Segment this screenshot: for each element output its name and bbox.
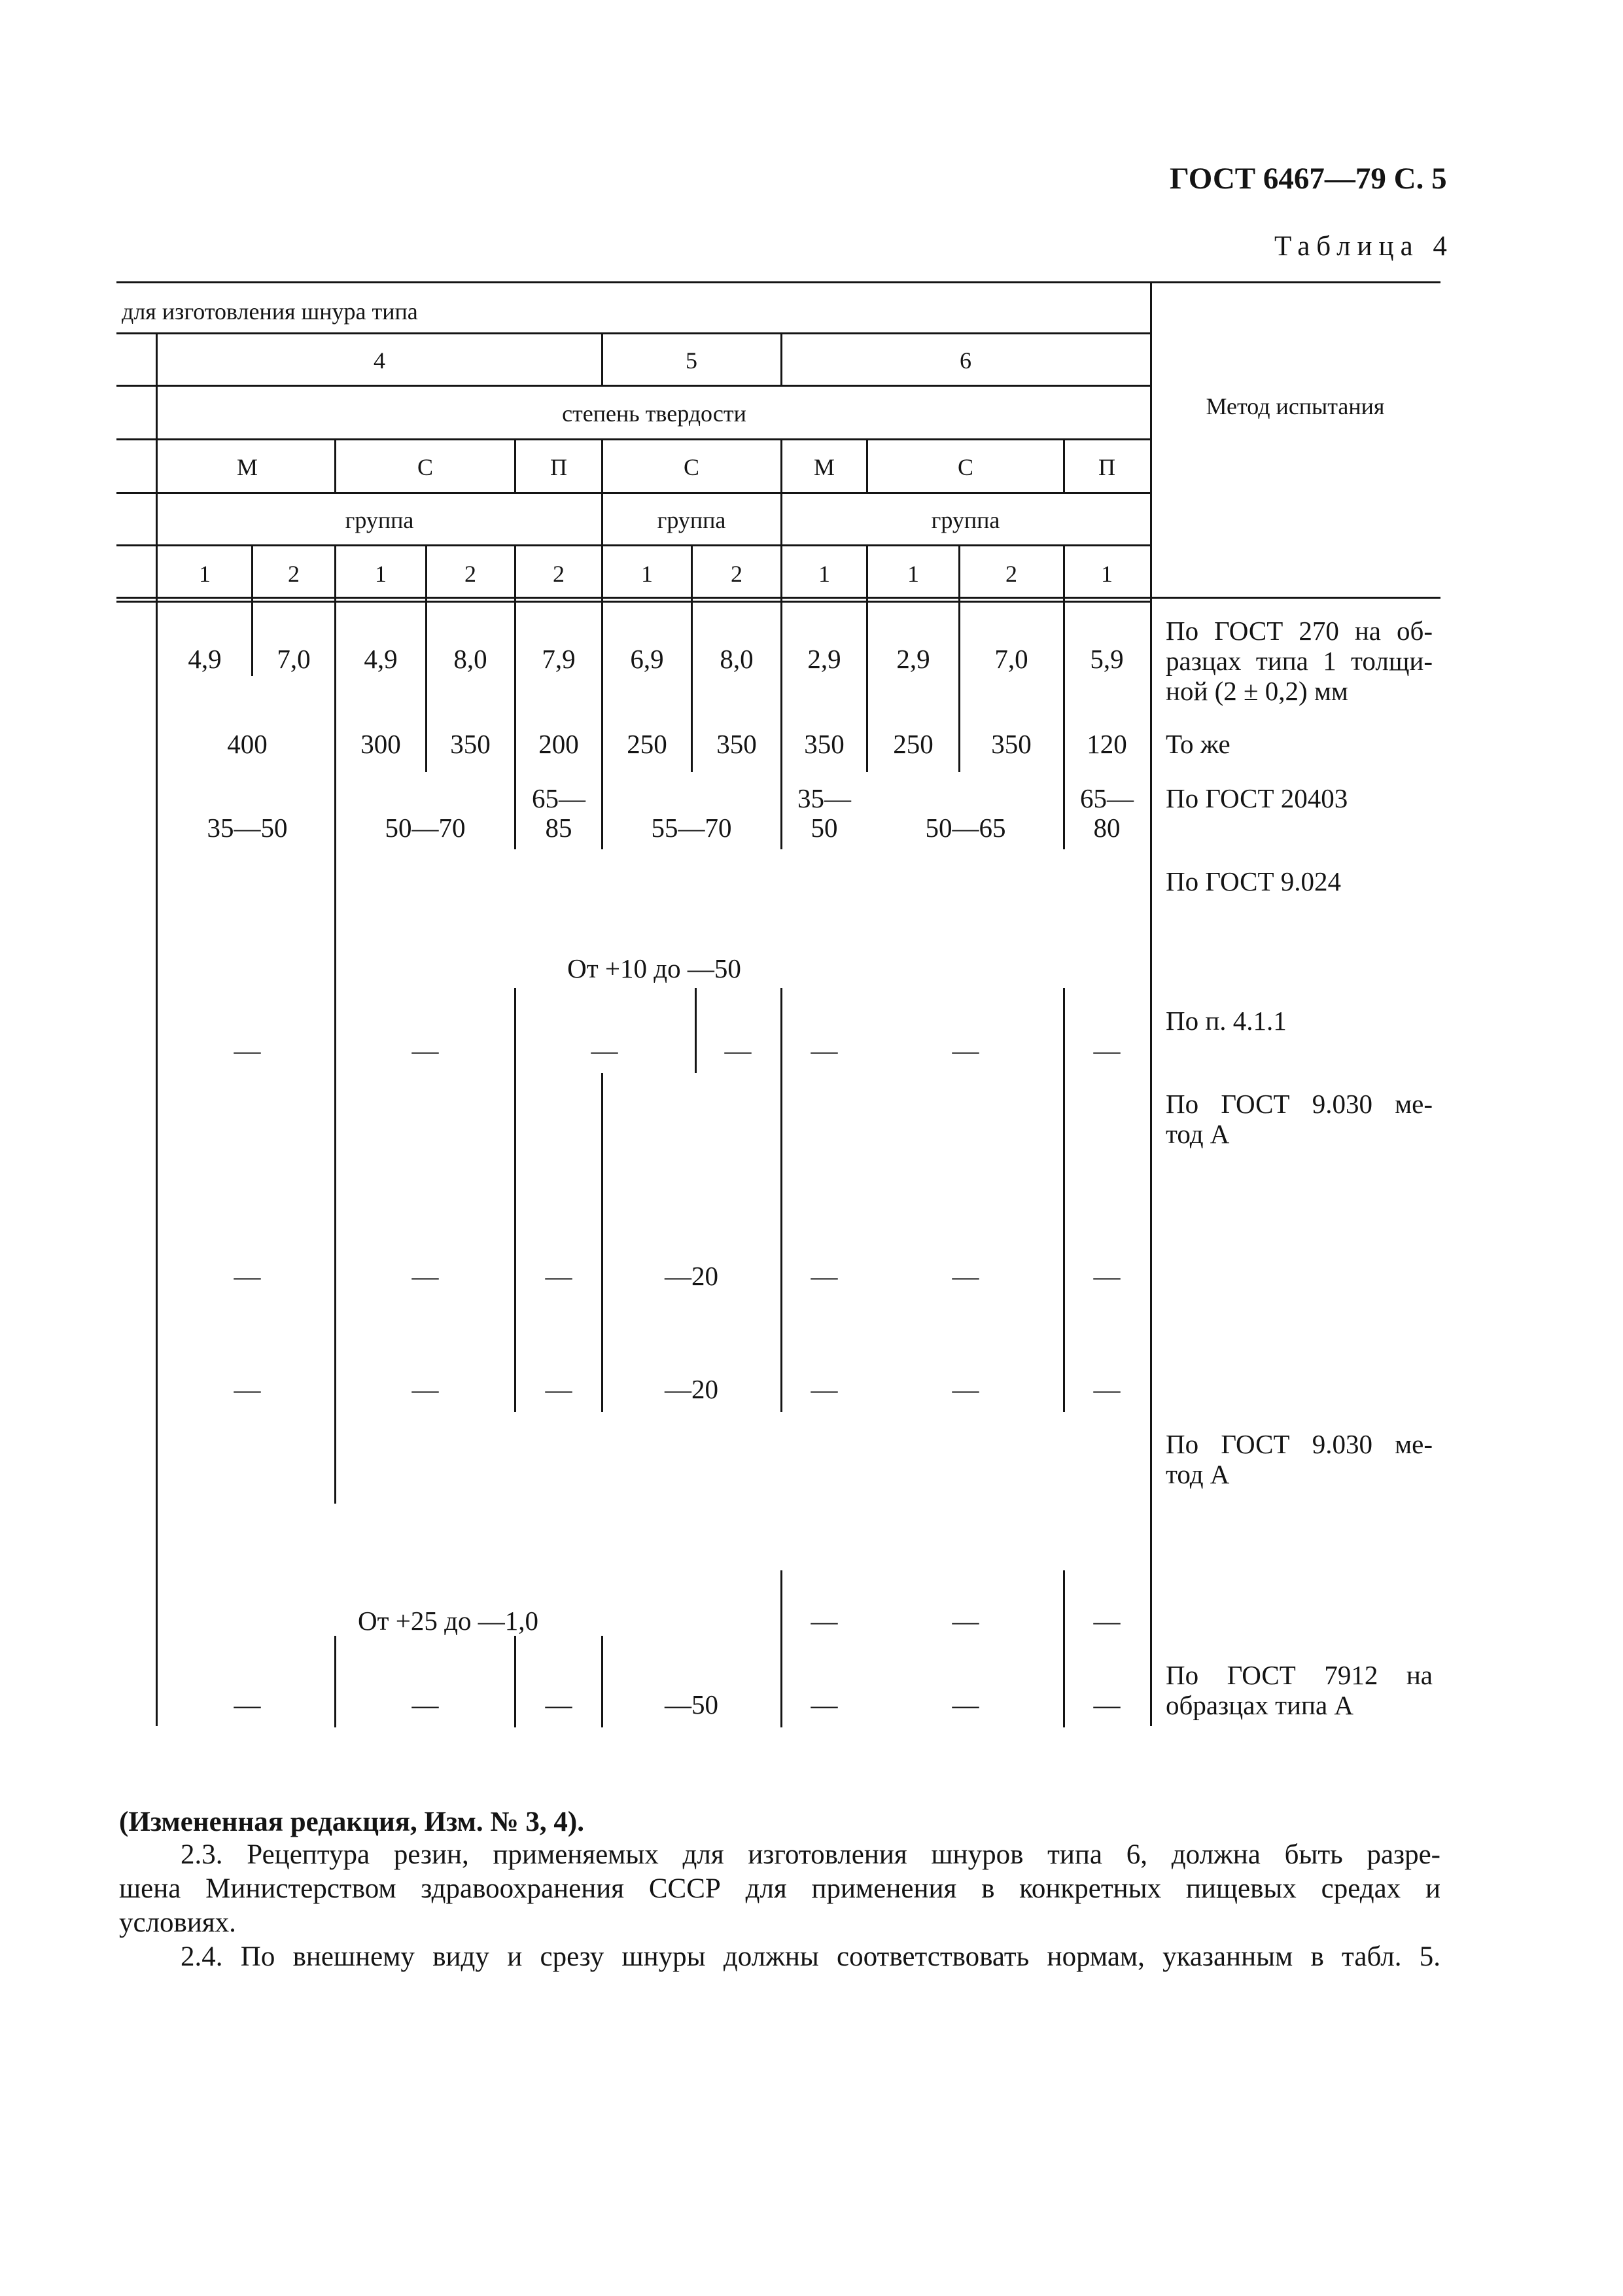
table-cell: 7,0 <box>994 644 1028 674</box>
group-heading: группа <box>345 507 414 533</box>
table-cell: 55—70 <box>651 813 732 843</box>
test-method: тод А <box>1166 1459 1230 1489</box>
table-cell: 400 <box>227 729 268 759</box>
table-cell: — <box>411 1035 439 1065</box>
table-cell: — <box>1093 1689 1121 1720</box>
table-divider <box>1063 1073 1065 1412</box>
hardness-grade: П <box>550 454 567 480</box>
test-method: образцах типа А <box>1166 1690 1353 1720</box>
table-divider <box>780 988 782 1073</box>
table-divider <box>514 544 516 601</box>
table-cell: — <box>234 1261 261 1291</box>
paragraph-2-3-line: шена Министерством здравоохранения СССР для применения в конкретных пищевых средах и <box>119 1873 1440 1904</box>
test-method: По п. 4.1.1 <box>1166 1006 1287 1036</box>
table-cell: 350 <box>716 729 757 759</box>
group-number: 1 <box>818 561 830 587</box>
table-cell: — <box>1093 1035 1121 1065</box>
table-divider <box>334 1073 336 1412</box>
test-method: По ГОСТ 20403 <box>1166 783 1348 813</box>
table-cell: 350 <box>991 729 1032 759</box>
table-divider <box>514 988 516 1073</box>
group-number: 2 <box>731 561 742 587</box>
table-divider <box>1063 988 1065 1073</box>
test-method: По ГОСТ 9.024 <box>1166 866 1342 896</box>
test-method: тод А <box>1166 1119 1230 1149</box>
test-method: То же <box>1166 729 1230 759</box>
group-number: 2 <box>553 561 565 587</box>
table-divider <box>780 601 782 849</box>
test-method: По ГОСТ 270 на об- <box>1166 616 1433 646</box>
table-divider <box>780 492 782 544</box>
table-divider <box>334 438 336 492</box>
table-cell: — <box>234 1689 261 1720</box>
table-divider <box>601 438 603 492</box>
hardness-grade: М <box>813 454 835 480</box>
cord-type-label: 5 <box>686 347 697 374</box>
cord-type-label: 6 <box>960 347 971 374</box>
table-cell: 8,0 <box>720 644 754 674</box>
table-divider <box>601 1073 603 1412</box>
table-label: Таблица 4 <box>1274 231 1454 262</box>
table-divider <box>866 544 868 601</box>
table-divider <box>780 1570 782 1727</box>
table-cell: 120 <box>1087 729 1127 759</box>
table-divider <box>1063 438 1065 492</box>
hardness-grade: С <box>683 454 700 480</box>
table-divider <box>866 438 868 492</box>
table-divider <box>601 544 603 601</box>
table-cell: — <box>234 1035 261 1065</box>
test-method: По ГОСТ 9.030 ме- <box>1166 1089 1433 1119</box>
table-cell: 50—70 <box>385 813 466 843</box>
table-divider <box>334 544 336 601</box>
table-cell: — <box>411 1374 439 1404</box>
group-number: 1 <box>641 561 653 587</box>
table-cell: 4,9 <box>364 644 398 674</box>
group-heading: группа <box>657 507 726 533</box>
hardness-heading: степень твердости <box>562 400 746 427</box>
table-divider <box>695 988 697 1073</box>
table-cell: — <box>724 1035 752 1065</box>
group-number: 1 <box>375 561 387 587</box>
table-cell: — <box>811 1606 838 1636</box>
table-cell: — <box>1093 1606 1121 1636</box>
table-divider <box>601 492 603 544</box>
table-divider <box>601 332 603 386</box>
table-rule <box>116 492 1151 494</box>
table-divider <box>514 601 516 849</box>
table-cell: — <box>811 1261 838 1291</box>
method-heading: Метод испытания <box>1206 393 1385 419</box>
table-cell: 2,9 <box>807 644 841 674</box>
table-divider <box>958 544 960 601</box>
hardness-grade: С <box>417 454 434 480</box>
table-cell: 7,9 <box>542 644 576 674</box>
table-left-edge <box>156 332 158 1726</box>
table-cell: 350 <box>450 729 491 759</box>
table-divider <box>1063 601 1065 849</box>
table-head-bottom-rule <box>116 597 1440 599</box>
table-cell: 350 <box>804 729 845 759</box>
paragraph-2-3-line: 2.3. Рецептура резин, применяемых для изготовления шнуров типа 6, должна быть разре- <box>181 1839 1440 1870</box>
table-cell: — <box>234 1374 261 1404</box>
table-divider <box>514 438 516 492</box>
test-method: разцах типа 1 толщи- <box>1166 646 1433 676</box>
table-cell: 85 <box>545 813 572 843</box>
table-purpose-heading: для изготовления шнура типа <box>122 298 418 325</box>
table-divider <box>691 544 693 601</box>
table-cell: 65— <box>532 783 585 813</box>
table-cell: 50 <box>811 813 838 843</box>
table-divider <box>780 544 782 601</box>
table-cell: — <box>952 1261 979 1291</box>
table-divider <box>958 601 960 772</box>
group-number: 1 <box>907 561 919 587</box>
table-cell-range: От +10 до —50 <box>567 953 741 983</box>
table-cell: — <box>811 1035 838 1065</box>
table-cell: — <box>811 1689 838 1720</box>
table-cell: — <box>1093 1374 1121 1404</box>
table-divider <box>780 438 782 492</box>
table-cell: 35— <box>797 783 851 813</box>
table-cell: 5,9 <box>1090 644 1124 674</box>
table-rule <box>116 332 1151 334</box>
table-rule <box>116 544 1151 546</box>
table-rule <box>116 385 1151 387</box>
table-cell: — <box>952 1606 979 1636</box>
table-cell: —20 <box>665 1261 718 1291</box>
group-number: 1 <box>199 561 211 587</box>
table-divider <box>866 601 868 772</box>
table-cell: — <box>952 1689 979 1720</box>
table-cell: — <box>545 1374 572 1404</box>
table-cell: 7,0 <box>277 644 311 674</box>
table-cell: 80 <box>1093 813 1121 843</box>
table-cell: — <box>952 1035 979 1065</box>
table-cell: —50 <box>665 1689 718 1720</box>
hardness-grade: М <box>236 454 258 480</box>
table-cell: 35—50 <box>207 813 288 843</box>
paragraph-2-3-line: условиях. <box>119 1907 236 1938</box>
table-cell: 300 <box>360 729 401 759</box>
table-cell: — <box>545 1689 572 1720</box>
paragraph-2-4: 2.4. По внешнему виду и срезу шнуры должны соответствовать нормам, указанным в табл. 5. <box>181 1941 1440 1972</box>
table-cell: — <box>811 1374 838 1404</box>
group-number: 2 <box>1005 561 1017 587</box>
table-divider <box>334 1636 336 1727</box>
table-cell: — <box>591 1035 618 1065</box>
table-rule <box>116 438 1151 440</box>
table-cell: 8,0 <box>453 644 487 674</box>
table-cell: — <box>411 1689 439 1720</box>
table-cell: 65— <box>1080 783 1134 813</box>
table-divider <box>601 1636 603 1727</box>
table-divider <box>780 1073 782 1412</box>
group-number: 1 <box>1101 561 1113 587</box>
table-cell: — <box>411 1261 439 1291</box>
table-cell: 4,9 <box>188 644 222 674</box>
table-head-bottom-rule <box>116 601 1151 603</box>
revision-note: (Измененная редакция, Изм. № 3, 4). <box>119 1807 584 1837</box>
table-cell: 250 <box>893 729 934 759</box>
table-cell: — <box>1093 1261 1121 1291</box>
table-top-rule <box>116 281 1440 283</box>
table-divider <box>334 988 336 1073</box>
group-number: 2 <box>464 561 476 587</box>
table-cell: 200 <box>538 729 579 759</box>
group-number: 2 <box>288 561 300 587</box>
hardness-grade: С <box>957 454 974 480</box>
table-divider <box>514 1073 516 1412</box>
table-cell: — <box>545 1261 572 1291</box>
table-divider <box>691 601 693 772</box>
table-divider <box>251 544 253 601</box>
table-divider <box>1063 1570 1065 1727</box>
hardness-grade: П <box>1098 454 1115 480</box>
table-cell: 6,9 <box>630 644 664 674</box>
table-cell: 250 <box>627 729 667 759</box>
table-cell: 50—65 <box>925 813 1006 843</box>
test-method: ной (2 ± 0,2) мм <box>1166 676 1348 706</box>
table-cell: — <box>952 1374 979 1404</box>
table-divider <box>601 601 603 849</box>
test-method: По ГОСТ 9.030 ме- <box>1166 1429 1433 1459</box>
cord-type-label: 4 <box>374 347 385 374</box>
table-divider <box>514 1636 516 1727</box>
table-divider <box>1063 544 1065 601</box>
table-divider <box>780 332 782 386</box>
page-header-title: ГОСТ 6467—79 С. 5 <box>1170 162 1447 196</box>
table-divider <box>425 601 427 772</box>
table-divider <box>425 544 427 601</box>
table-cell: 2,9 <box>896 644 930 674</box>
test-method: По ГОСТ 7912 на <box>1166 1660 1433 1690</box>
table-divider <box>251 601 253 676</box>
table-cell-range: От +25 до —1,0 <box>357 1606 539 1636</box>
table-cell: —20 <box>665 1374 718 1404</box>
group-heading: группа <box>931 507 1000 533</box>
method-column-divider <box>1150 281 1152 1726</box>
